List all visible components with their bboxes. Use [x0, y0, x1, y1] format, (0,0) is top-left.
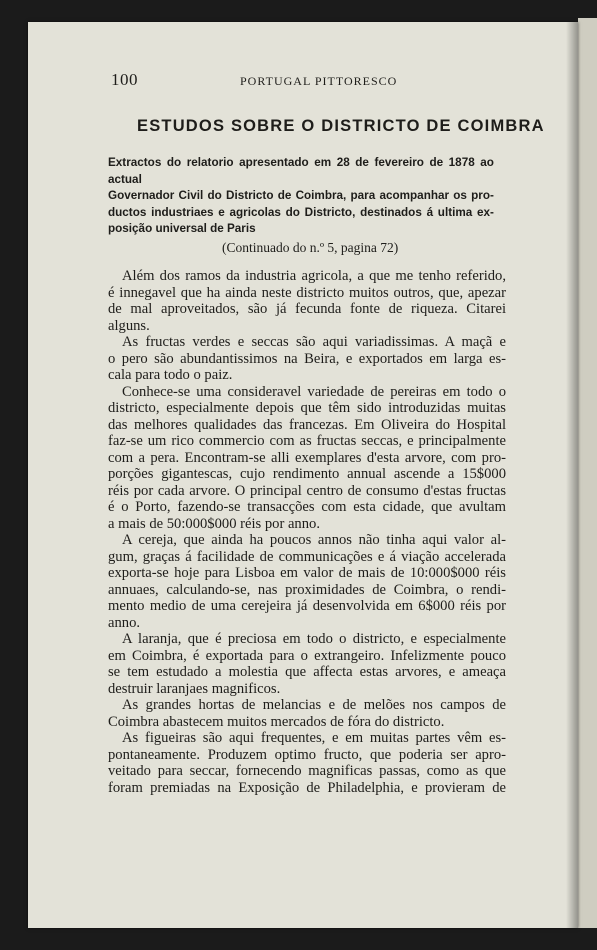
body-line: faz-se um rico commercio com as fructas seccas, e principalmente: [108, 433, 506, 449]
body-line: alguns.: [108, 317, 150, 334]
body-line: se tem estudado a molestia que affecta estas arvores, e ameaça: [108, 664, 506, 680]
body-line: As fructas verdes e seccas são aqui variadissimas. A maçã e: [122, 334, 506, 350]
body-line: a mais de 50:000$000 réis por anno.: [108, 515, 320, 532]
article-title: ESTUDOS SOBRE O DISTRICTO DE COIMBRA: [137, 117, 545, 135]
body-line: com a pera. Encontram-se alli exemplares d'esta arvore, com pro-: [108, 449, 506, 466]
article-body: [108, 268, 506, 796]
gutter-shadow: [566, 22, 578, 928]
body-line: é innegavel que ha ainda neste districto muitos outros, que, apezar: [108, 284, 506, 301]
body-line: As grandes hortas de melancias e de melões nos campos de: [122, 697, 506, 713]
continued-note: (Continuado do n.º 5, pagina 72): [222, 240, 399, 255]
body-line: destruir laranjaes magnificos.: [108, 680, 281, 697]
body-line: gum, graças á facilidade de communicações e á viação accelerada: [108, 548, 506, 565]
body-line: exporta-se hoje para Lisboa em valor de mais de 10:000$000 réis: [108, 565, 506, 581]
subtitle-line: Governador Civil do Districto de Coimbra, para acompanhar os pro-: [108, 188, 494, 202]
body-line: A laranja, que é preciosa em todo o districto, e especialmente: [122, 631, 506, 647]
body-line: é o Porto, fazendo-se transacções com esta cidade, que avultam: [108, 499, 506, 515]
body-line: veitado para seccar, fornecendo magnificas passas, como as que: [108, 763, 506, 779]
body-line: pontaneamente. Produzem optimo fructo, que poderia ser apro-: [108, 746, 506, 763]
body-line: cala para todo o paiz.: [108, 367, 233, 383]
body-line: anno.: [108, 614, 141, 631]
page-number: 100: [111, 70, 138, 89]
body-line: As figueiras são aqui frequentes, e em muitas partes vêm es-: [122, 730, 506, 746]
subtitle-line: posição universal de Paris: [108, 221, 256, 235]
body-line: annuaes, calculando-se, nas proximidades de Coimbra, o rendi-: [108, 581, 506, 598]
body-line: o pero são abundantissimos na Beira, e exportados em larga es-: [108, 350, 506, 367]
article-subtitle: [108, 154, 494, 237]
body-line: A cereja, que ainda ha poucos annos não tinha aqui valor al-: [122, 532, 506, 548]
body-line: de mal aproveitados, são já fecunda fonte de riqueza. Citarei: [108, 301, 506, 317]
body-line: Conhece-se uma consideravel variedade de pereiras em todo o: [122, 383, 506, 400]
body-line: foram premiadas na Exposição de Philadelphia, e provieram de: [108, 779, 506, 796]
body-line: Coimbra abastecem muitos mercados de fóra do districto.: [108, 713, 445, 730]
body-line: porções gigantescas, cujo rendimento annual ascende a 15$000: [108, 466, 506, 482]
body-line: mento medio de uma cerejeira já desenvolvida em 6$000 réis por: [108, 598, 506, 614]
body-line: das melhores qualidades das francezas. Em Oliveira do Hospital: [108, 416, 506, 433]
body-line: em Coimbra, é exportada para o extrangeiro. Infelizmente pouco: [108, 647, 506, 664]
body-line: districto, especialmente depois que têm sido introduzidas muitas: [108, 400, 506, 416]
subtitle-line: Extractos do relatorio apresentado em 28 de fevereiro de 1878 ao actual: [108, 155, 494, 186]
next-page-edge: [578, 18, 597, 928]
body-line: réis por cada arvore. O principal centro de consumo d'estas fructas: [108, 482, 506, 499]
body-line: Além dos ramos da industria agricola, a que me tenho referido,: [122, 268, 506, 284]
subtitle-line: ductos industriaes e agricolas do Districto, destinados á ultima ex-: [108, 204, 494, 219]
running-head: PORTUGAL PITTORESCO: [240, 74, 398, 88]
